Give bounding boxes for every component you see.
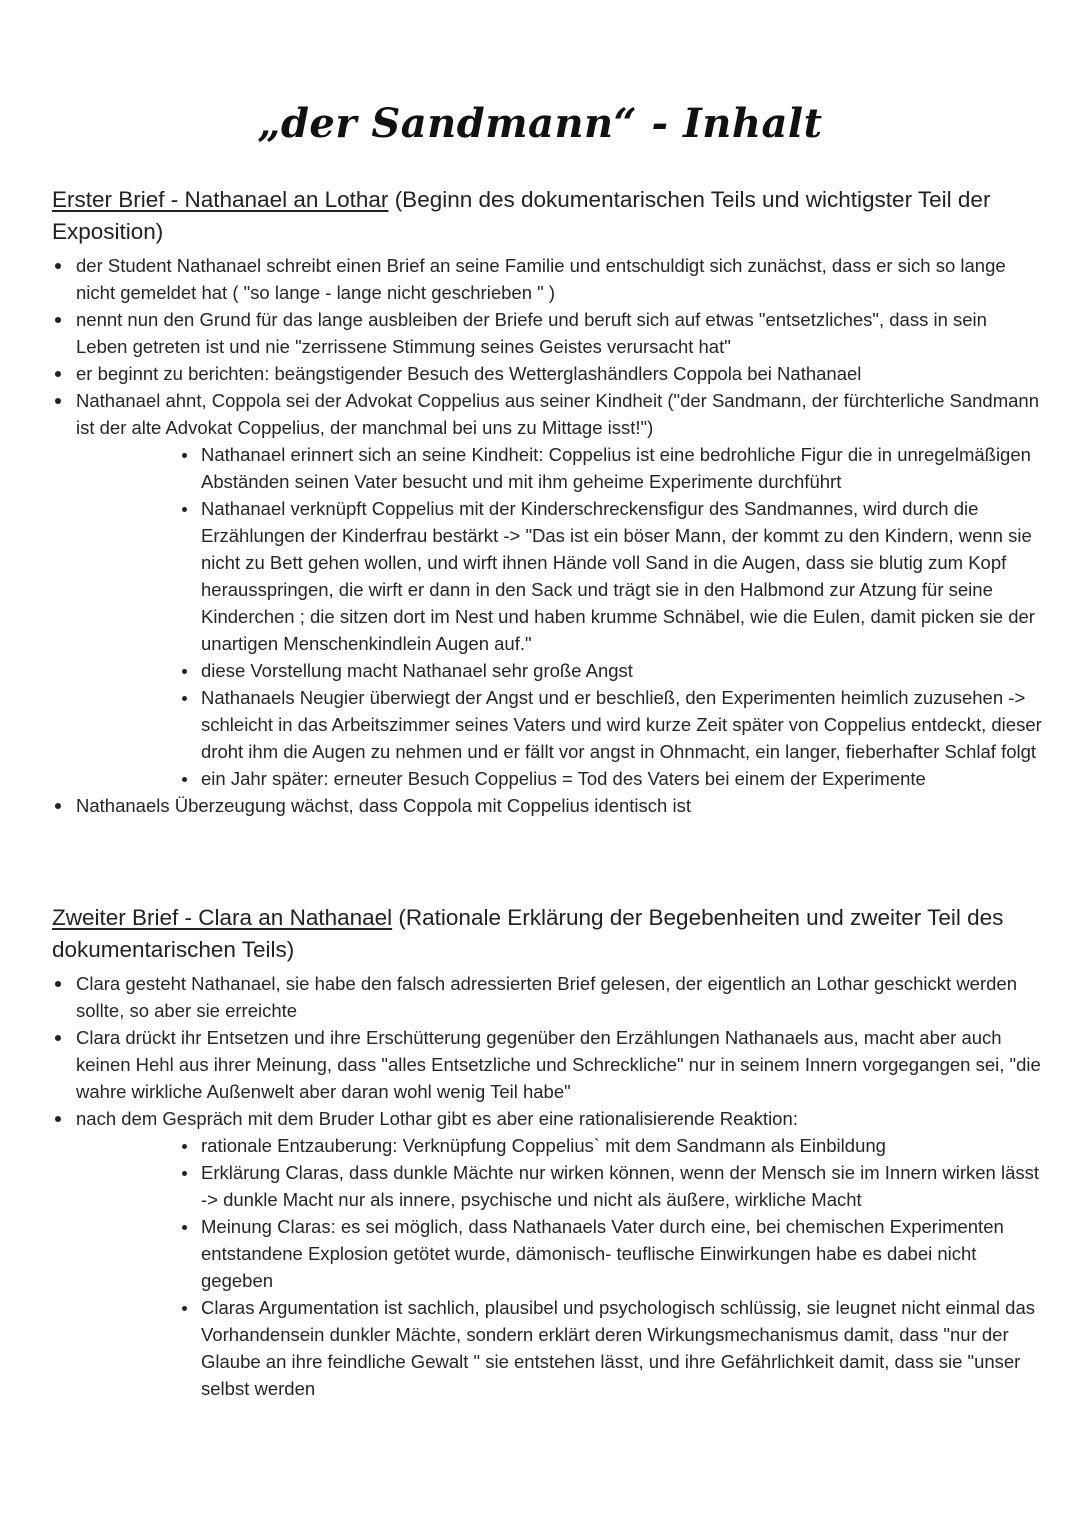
section-first-letter	[52, 184, 1042, 819]
bullet-list	[52, 970, 1042, 1132]
bullet-item: Nathanael ahnt, Coppola sei der Advokat Coppelius aus seiner Kindheit ("der Sandmann, der fürchterliche Sandmann ist der alte Advokat Coppelius, der manchmal bei uns zu Mittage isst!")	[52, 387, 1042, 441]
sub-bullet-item: diese Vorstellung macht Nathanael sehr große Angst	[176, 657, 1042, 684]
bullet-item: Clara gesteht Nathanael, sie habe den falsch adressierten Brief gelesen, der eigentlich an Lothar geschickt werden sollte, so aber sie erreichte	[52, 970, 1042, 1024]
section-heading-rest: (Beginn des dokumentarischen Teils und wichtigster Teil der Exposition)	[52, 187, 991, 244]
bullet-list	[52, 792, 1042, 819]
sub-bullet-list	[176, 441, 1042, 792]
bullet-item: Nathanaels Überzeugung wächst, dass Coppola mit Coppelius identisch ist	[52, 792, 1042, 819]
section-heading-rest: (Rationale Erklärung der Begebenheiten und zweiter Teil des dokumentarischen Teils)	[52, 905, 1004, 962]
bullet-list	[52, 252, 1042, 441]
sub-bullet-item: ein Jahr später: erneuter Besuch Coppelius = Tod des Vaters bei einem der Experimente	[176, 765, 1042, 792]
section-second-letter	[52, 902, 1042, 1402]
section-heading-underlined: Erster Brief - Nathanael an Lothar	[52, 187, 389, 212]
sub-bullet-item: Nathanael erinnert sich an seine Kindheit: Coppelius ist eine bedrohliche Figur die in unregelmäßigen Abständen seinen Vater besucht und mit ihm geheime Experimente durchführt	[176, 441, 1042, 495]
sub-bullet-item: Claras Argumentation ist sachlich, plausibel und psychologisch schlüssig, sie leugnet nicht einmal das Vorhandensein dunkler Mächte, sondern erklärt deren Wirkungsmechanismus damit, dass "nur der Glaube an ihre feindliche Gewalt " sie entstehen lässt, und ihre Gefährlichkeit damit, dass sie "unser selbst werden	[176, 1294, 1042, 1402]
sub-bullet-list	[176, 1132, 1042, 1402]
sub-bullet-item: Nathanaels Neugier überwiegt der Angst und er beschließ, den Experimenten heimlich zuzusehen -> schleicht in das Arbeitszimmer seines Vaters und wird kurze Zeit später von Coppelius entdeckt, dieser droht ihm die Augen zu nehmen und er fällt vor angst in Ohnmacht, ein langer, fieberhafter Schlaf folgt	[176, 684, 1042, 765]
page-title: „der Sandmann“ - Inhalt	[257, 100, 823, 147]
section-heading	[52, 902, 1042, 966]
section-heading	[52, 184, 1042, 248]
sub-bullet-item: Nathanael verknüpft Coppelius mit der Kinderschreckensfigur des Sandmannes, wird durch die Erzählungen der Kinderfrau bestärkt -> "Das ist ein böser Mann, der kommt zu den Kindern, wenn sie nicht zu Bett gehen wollen, und wirft ihnen Hände voll Sand in die Augen, dass sie blutig zum Kopf herausspringen, die wirft er dann in den Sack und trägt sie in den Halbmond zur Atzung für seine Kinderchen ; die sitzen dort im Nest und haben krumme Schnäbel, wie die Eulen, damit picken sie der unartigen Menschenkindlein Augen auf."	[176, 495, 1042, 657]
bullet-item: Clara drückt ihr Entsetzen und ihre Erschütterung gegenüber den Erzählungen Nathanaels aus, macht aber auch keinen Hehl aus ihrer Meinung, dass "alles Entsetzliche und Schreckliche" nur in seinem Innern vorgegangen sei, "die wahre wirkliche Außenwelt aber daran wohl wenig Teil habe"	[52, 1024, 1042, 1105]
sub-bullet-item: Meinung Claras: es sei möglich, dass Nathanaels Vater durch eine, bei chemischen Experimenten entstandene Explosion getötet wurde, dämonisch- teuflische Einwirkungen habe es dabei nicht gegeben	[176, 1213, 1042, 1294]
bullet-item: er beginnt zu berichten: beängstigender Besuch des Wetterglashändlers Coppola bei Nathanael	[52, 360, 1042, 387]
bullet-item: nach dem Gespräch mit dem Bruder Lothar gibt es aber eine rationalisierende Reaktion:	[52, 1105, 1042, 1132]
bullet-item: der Student Nathanael schreibt einen Brief an seine Familie und entschuldigt sich zunächst, dass er sich so lange nicht gemeldet hat ( "so lange - lange nicht geschrieben " )	[52, 252, 1042, 306]
bullet-item: nennt nun den Grund für das lange ausbleiben der Briefe und beruft sich auf etwas "entsetzliches", dass in sein Leben getreten ist und nie "zerrissene Stimmung seines Geistes verursacht hat"	[52, 306, 1042, 360]
sub-bullet-item: Erklärung Claras, dass dunkle Mächte nur wirken können, wenn der Mensch sie im Innern wirken lässt -> dunkle Macht nur als innere, psychische und nicht als äußere, wirkliche Macht	[176, 1159, 1042, 1213]
sub-bullet-item: rationale Entzauberung: Verknüpfung Coppelius` mit dem Sandmann als Einbildung	[176, 1132, 1042, 1159]
section-heading-underlined: Zweiter Brief - Clara an Nathanael	[52, 905, 393, 930]
